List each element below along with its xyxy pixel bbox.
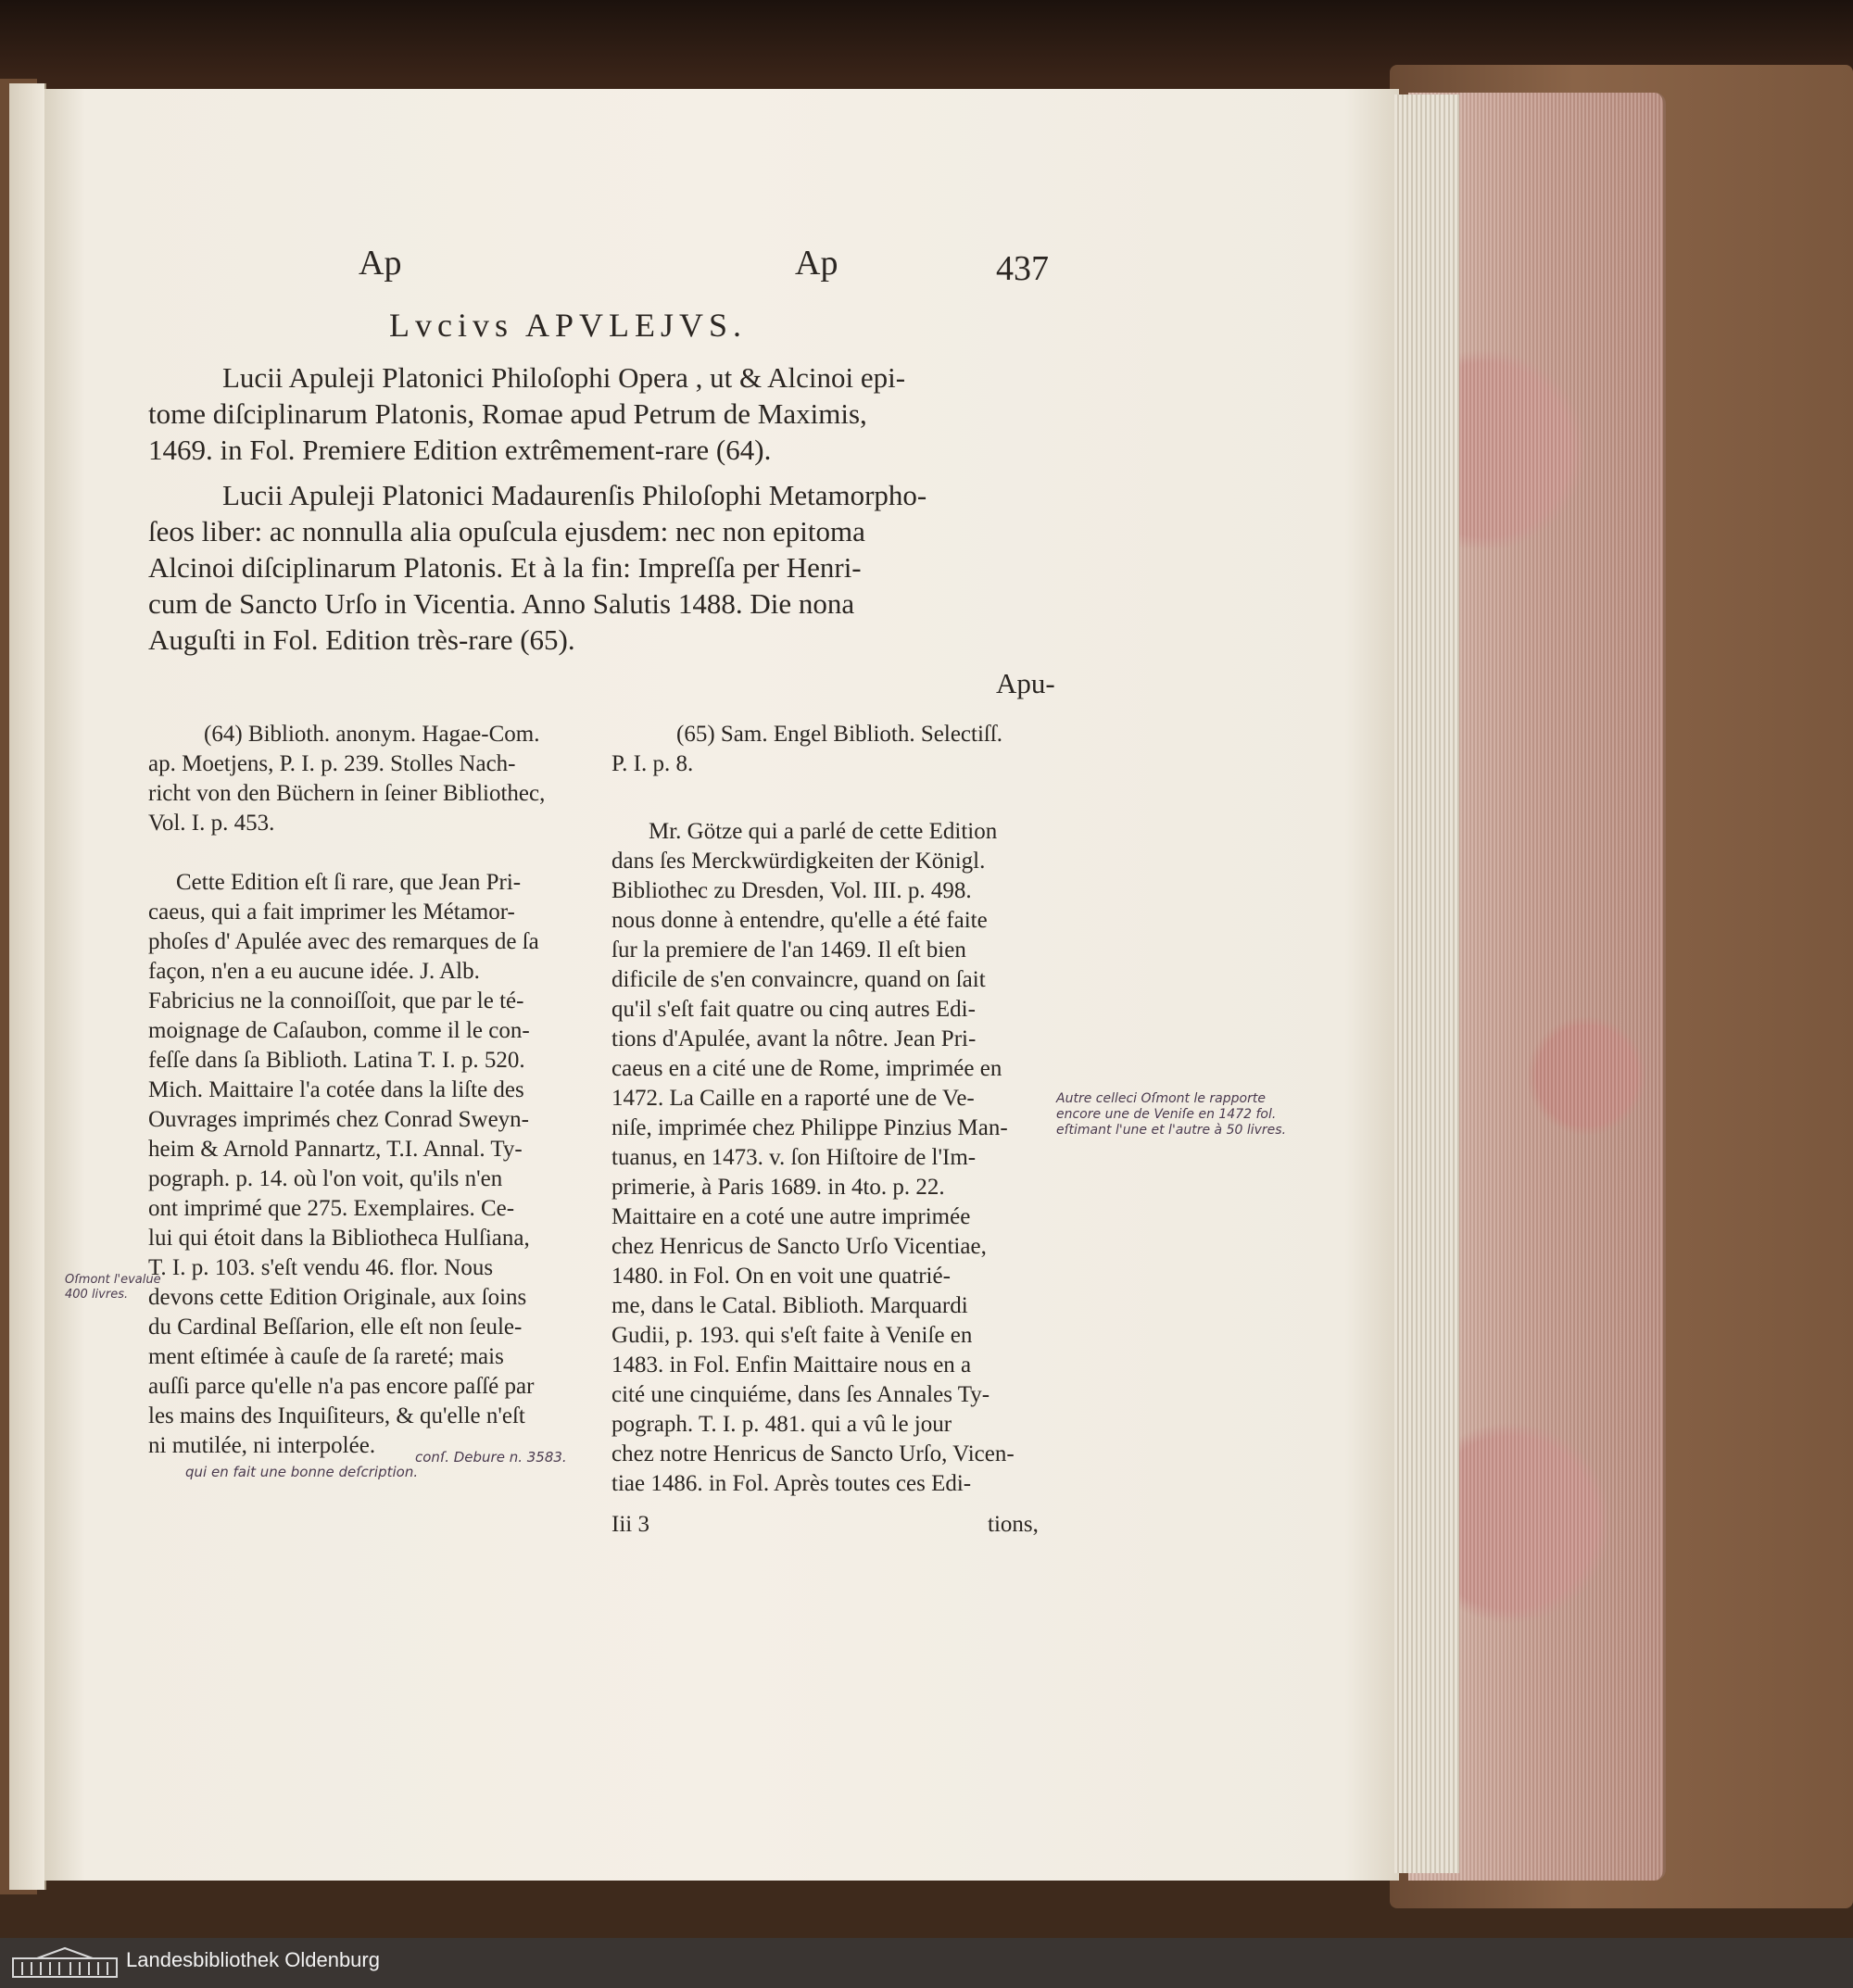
note-line: Mr. Götze qui a parlé de cette Edition: [649, 819, 998, 844]
entry-2-line: ſeos liber: ac nonnulla alia opuſcula ejusdem: nec non epitoma: [148, 515, 865, 547]
note-line: qu'il s'eſt fait quatre ou cinq autres Edi-: [611, 997, 976, 1022]
note-line: niſe, imprimée chez Philippe Pinzius Man-: [611, 1115, 1008, 1140]
note-line: tiae 1486. in Fol. Après toutes ces Edi-: [611, 1471, 972, 1496]
note-line: ment eſtimée à cauſe de ſa rareté; mais: [148, 1344, 504, 1369]
entry-1-line: Lucii Apuleji Platonici Philoſophi Opera , ut & Alcinoi epi-: [222, 361, 906, 394]
note-line: Gudii, p. 193. qui s'eſt faite à Veniſe en: [611, 1323, 973, 1348]
entry-1-line: tome diſciplinarum Platonis, Romae apud Petrum de Maximis,: [148, 397, 867, 430]
note-line: tions d'Apulée, avant la nôtre. Jean Pri-: [611, 1026, 977, 1051]
note-line: (64) Biblioth. anonym. Hagae-Com.: [204, 722, 540, 747]
note-line: 1472. La Caille en a raporté une de Ve-: [611, 1086, 975, 1111]
note-line: 1483. in Fol. Enfin Maittaire nous en a: [611, 1353, 972, 1378]
note-line: T. I. p. 103. s'eſt vendu 46. flor. Nous: [148, 1255, 494, 1280]
note-line: Mich. Maittaire l'a cotée dans la liſte des: [148, 1077, 524, 1102]
note-line: pograph. p. 14. où l'on voit, qu'ils n'en: [148, 1166, 503, 1191]
entry-2-line: Auguſti in Fol. Edition très-rare (65).: [148, 623, 575, 656]
handwritten-line: Oſmont l'evalue: [65, 1273, 161, 1287]
handwritten-line: encore une de Veniſe en 1472 fol.: [1056, 1107, 1277, 1122]
note-line: Fabricius ne la connoiſſoit, que par le té-: [148, 988, 524, 1013]
note-line: 1480. in Fol. On en voit une quatrié-: [611, 1264, 951, 1289]
note-line: (65) Sam. Engel Biblioth. Selectiſſ.: [676, 722, 1003, 747]
note-line: caeus en a cité une de Rome, imprimée en: [611, 1056, 1002, 1081]
handwritten-line: 400 livres.: [65, 1288, 129, 1302]
note-line: du Cardinal Beſſarion, elle eſt non ſeule-: [148, 1315, 523, 1340]
entry-2-line: Lucii Apuleji Platonici Madaurenſis Philoſophi Metamorpho-: [222, 479, 927, 511]
note-line: ont imprimé que 275. Exemplaires. Ce-: [148, 1196, 515, 1221]
note-line: caeus, qui a fait imprimer les Métamor-: [148, 900, 515, 925]
note-line: cité une cinquiéme, dans ſes Annales Ty-: [611, 1382, 990, 1407]
page-fore-edge: [1394, 94, 1459, 1873]
note-line: Bibliothec zu Dresden, Vol. III. p. 498.: [611, 878, 972, 903]
entry-2-line: cum de Sancto Urſo in Vicentia. Anno Salutis 1488. Die nona: [148, 587, 855, 620]
signature-mark: Iii 3: [611, 1512, 649, 1537]
note-line: me, dans le Catal. Biblioth. Marquardi: [611, 1293, 968, 1318]
handwritten-bottom-note: qui en fait une bonne deſcription.: [185, 1464, 419, 1480]
note-line: Ouvrages imprimés chez Conrad Sweyn-: [148, 1107, 529, 1132]
note-line: tuanus, en 1473. v. ſon Hiſtoire de l'Im-: [611, 1145, 977, 1170]
note-line: lui qui étoit dans la Bibliotheca Hulſiana,: [148, 1226, 530, 1251]
handwritten-bottom-note-ref: conſ. Debure n. 3583.: [415, 1449, 567, 1466]
running-head-left: Ap: [359, 244, 402, 283]
note-line: Vol. I. p. 453.: [148, 811, 275, 836]
note-line: Cette Edition eſt ſi rare, que Jean Pri-: [176, 870, 522, 895]
catchword-bottom: tions,: [988, 1512, 1039, 1537]
entry-2-line: Alcinoi diſciplinarum Platonis. Et à la fin: Impreſſa per Henri-: [148, 551, 862, 584]
handwritten-margin-right: [1056, 1091, 1286, 1139]
note-line: feſſe dans ſa Biblioth. Latina T. I. p. 520.: [148, 1048, 525, 1073]
entry-title: Lvcivs APVLEJVS.: [389, 307, 748, 344]
note-line: P. I. p. 8.: [611, 751, 694, 776]
note-line: richt von den Büchern in ſeiner Bibliothec,: [148, 781, 546, 806]
note-line: dificile de s'en convaincre, quand on ſait: [611, 967, 986, 992]
note-line: pograph. T. I. p. 481. qui a vû le jour: [611, 1412, 952, 1437]
page-number: 437: [996, 249, 1049, 288]
note-line: ap. Moetjens, P. I. p. 239. Stolles Nach-: [148, 751, 516, 776]
note-line: chez Henricus de Sancto Urſo Vicentiae,: [611, 1234, 987, 1259]
library-building-icon: [9, 1945, 120, 1981]
note-line: moignage de Caſaubon, comme il le con-: [148, 1018, 530, 1043]
note-line: primerie, à Paris 1689. in 4to. p. 22.: [611, 1175, 945, 1200]
note-line: phoſes d' Apulée avec des remarques de ſa: [148, 929, 539, 954]
note-line: Maittaire en a coté une autre imprimée: [611, 1204, 971, 1229]
handwritten-margin-left: [65, 1273, 161, 1302]
note-line: chez notre Henricus de Sancto Urſo, Vicen-: [611, 1441, 1015, 1466]
note-line: ni mutilée, ni interpolée.: [148, 1433, 376, 1458]
note-line: les mains des Inquiſiteurs, & qu'elle n'eſt: [148, 1403, 525, 1428]
running-head-center: Ap: [795, 244, 838, 283]
note-line: ſur la premiere de l'an 1469. Il eſt bien: [611, 937, 966, 963]
catchword-top: Apu-: [996, 667, 1055, 699]
footer-label: Landesbibliothek Oldenburg: [126, 1948, 380, 1971]
entry-1-line: 1469. in Fol. Premiere Edition extrêmement-rare (64).: [148, 434, 772, 466]
facing-page-edge: [9, 83, 46, 1890]
note-line: devons cette Edition Originale, aux ſoins: [148, 1285, 527, 1310]
note-line: nous donne à entendre, qu'elle a été faite: [611, 908, 988, 933]
note-line: dans ſes Merckwürdigkeiten der Königl.: [611, 849, 986, 874]
note-line: auſſi parce qu'elle n'a pas encore paſſé par: [148, 1374, 535, 1399]
note-line: façon, n'en a eu aucune idée. J. Alb.: [148, 959, 480, 984]
note-line: heim & Arnold Pannartz, T.I. Annal. Ty-: [148, 1137, 523, 1162]
handwritten-line: Autre celleci Oſmont le rapporte: [1056, 1091, 1266, 1106]
handwritten-line: eſtimant l'une et l'autre à 50 livres.: [1056, 1123, 1287, 1138]
footer-bar: [0, 1938, 1853, 1988]
